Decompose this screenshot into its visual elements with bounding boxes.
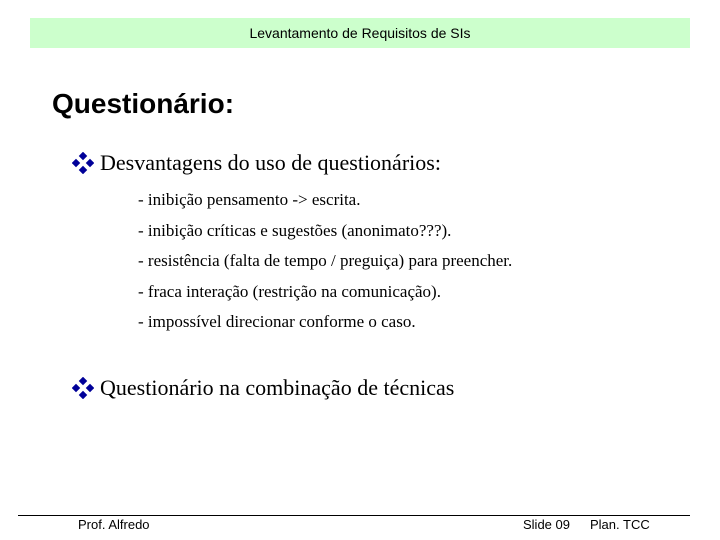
- bullet-text: Desvantagens do uso de questionários:: [100, 150, 441, 175]
- footer-course: Plan. TCC: [590, 517, 650, 532]
- header-bar: [30, 18, 690, 48]
- bullet-item: [72, 375, 454, 401]
- sub-item: - inibição pensamento -> escrita.: [138, 190, 361, 209]
- footer-slide-number: Slide 09: [523, 517, 570, 532]
- bullet-item: [72, 150, 441, 176]
- sub-item: - impossível direcionar conforme o caso.: [138, 312, 416, 331]
- sub-item-list: [138, 185, 512, 338]
- header-title: Levantamento de Requisitos de SIs: [249, 25, 471, 41]
- diamond-bullet-icon: [72, 152, 94, 174]
- bullet-text: Questionário na combinação de técnicas: [100, 375, 455, 400]
- footer-author: Prof. Alfredo: [78, 517, 150, 532]
- sub-item: - fraca interação (restrição na comunicação).: [138, 281, 441, 301]
- sub-item: - resistência (falta de tempo / preguiça) para preencher.: [138, 251, 513, 270]
- diamond-bullet-icon: [72, 377, 94, 399]
- slide-title: Questionário:: [52, 88, 235, 119]
- footer-divider: [18, 515, 690, 516]
- sub-item: - inibição críticas e sugestões (anonimato???).: [138, 220, 452, 240]
